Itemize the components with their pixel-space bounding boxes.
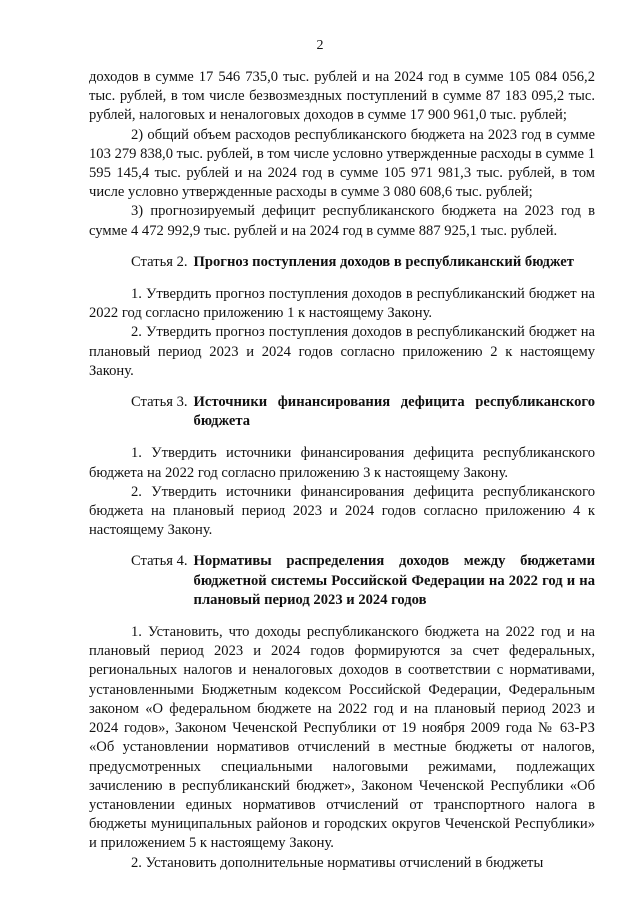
article-label: Статья 3. [131, 394, 188, 411]
article-4-heading [89, 552, 595, 610]
paragraph: 1. Утвердить источники финансирования дефицита республиканского бюджета на 2022 год согласно приложению 3 к настоящему Закону. [89, 445, 595, 481]
article-label: Статья 4. [131, 553, 188, 570]
article-title: Источники финансирования дефицита республиканского бюджета [193, 394, 595, 430]
paragraph: 2) общий объем расходов республиканского бюджета на 2023 год в сумме 103 279 838,0 тыс. рублей, в том числе условно утвержденные расходы в сумме 1 595 145,4 тыс. рублей и на 2024 год в сумме 105 971 981,3 тыс. рублей, в том числе условно утвержденные расходы в сумме 3 080 608,6 тыс. рублей; [89, 126, 595, 201]
paragraph: 2. Установить дополнительные нормативы отчислений в бюджеты [131, 854, 544, 871]
paragraph: 1. Установить, что доходы республиканского бюджета на 2022 год и на плановый период 2023 и 2024 годов формируются за счет федеральных, региональных налогов и неналоговых доходов в соответствии с нормативами, установленными Бюджетным кодексом Российской Федерации, Федеральным законом «О федеральном бюджете на 2022 год и на плановый период 2023 и 2024 годов», Законом Чеченской Республики от 19 ноября 2009 года № 63-РЗ «Об установлении нормативов отчислений в местные бюджеты от налогов, предусмотренных специальными налоговыми режимами, подлежащих зачислению в республиканский бюджет», Законом Чеченской Республики «Об установлении единых нормативов отчислений от транспортного налога в бюджеты муниципальных районов и городских округов Чеченской Республики» и приложением 5 к настоящему Закону. [89, 624, 595, 852]
document-body [89, 68, 595, 873]
paragraph: 2. Утвердить прогноз поступления доходов в республиканский бюджет на плановый период 2023 и 2024 годов согласно приложению 2 к настоящему Закону. [89, 324, 595, 379]
paragraph: 3) прогнозируемый дефицит республиканского бюджета на 2023 год в сумме 4 472 992,9 тыс. рублей и на 2024 год в сумме 887 925,1 тыс. рублей. [89, 203, 595, 239]
article-label: Статья 2. [131, 253, 188, 270]
paragraph: 1. Утвердить прогноз поступления доходов в республиканский бюджет на 2022 год согласно приложению 1 к настоящему Закону. [89, 286, 595, 322]
article-title: Нормативы распределения доходов между бюджетами бюджетной системы Российской Федерации на 2022 год и на плановый период 2023 и 2024 годов [193, 553, 595, 608]
article-2-heading [89, 253, 595, 272]
paragraph: 2. Утвердить источники финансирования дефицита республиканского бюджета на плановый период 2023 и 2024 годов согласно приложению 4 к настоящему Закону. [89, 483, 595, 539]
page-number: 2 [316, 38, 324, 53]
paragraph: доходов в сумме 17 546 735,0 тыс. рублей и на 2024 год в сумме 105 084 056,2 тыс. рублей, в том числе безвозмездных поступлений в сумме 87 183 095,2 тыс. рублей, налоговых и неналоговых доходов в сумме 17 900 961,0 тыс. рублей; [89, 69, 595, 124]
article-3-heading [89, 393, 595, 431]
article-title: Прогноз поступления доходов в республиканский бюджет [193, 253, 574, 270]
